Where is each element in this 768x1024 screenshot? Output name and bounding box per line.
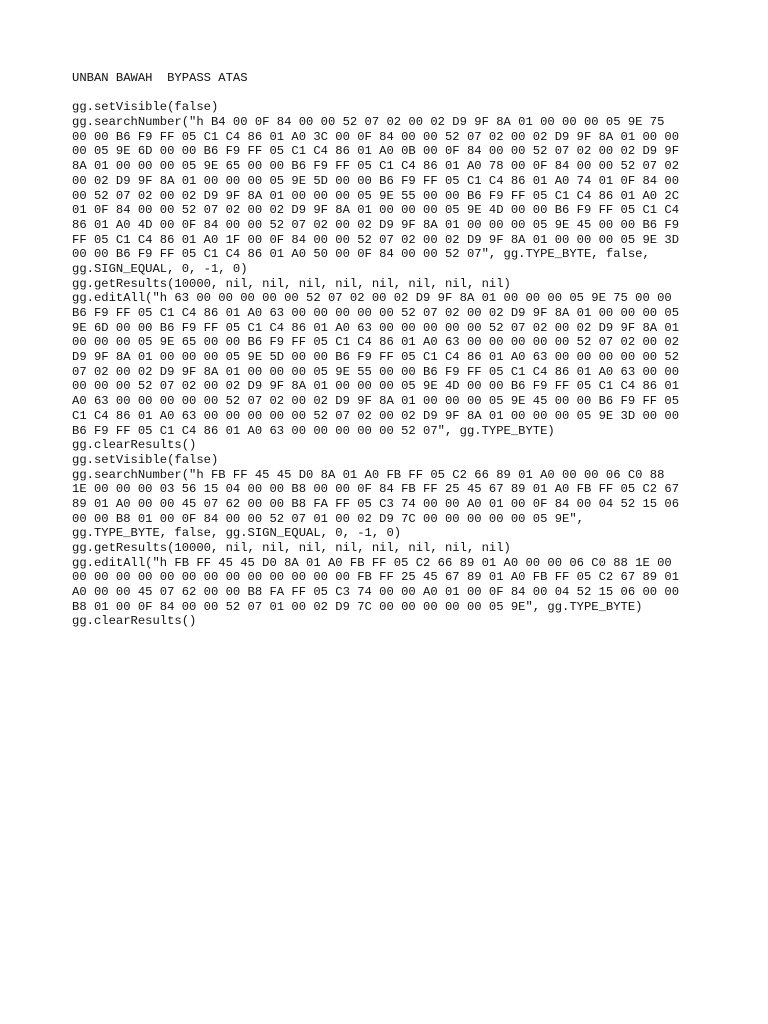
code-line: gg.clearResults() [72, 614, 197, 629]
code-line: D9 9F 8A 01 00 00 00 05 9E 5D 00 00 B6 F9 FF 05 C1 C4 86 01 A0 63 00 00 00 00 00 52 [72, 350, 680, 365]
code-line: 00 00 B6 F9 FF 05 C1 C4 86 01 A0 50 00 0F 84 00 00 52 07", gg.TYPE_BYTE, false, [72, 247, 650, 262]
code-line: gg.searchNumber("h FB FF 45 45 D0 8A 01 A0 FB FF 05 C2 66 89 01 A0 00 00 06 C0 88 [72, 467, 665, 482]
code-line: 00 00 B6 F9 FF 05 C1 C4 86 01 A0 3C 00 0F 84 00 00 52 07 02 00 02 D9 9F 8A 01 00 00 [72, 129, 680, 144]
code-line: B6 F9 FF 05 C1 C4 86 01 A0 63 00 00 00 00 00 52 07 02 00 02 D9 9F 8A 01 00 00 00 05 [72, 306, 680, 320]
code-line: 00 00 00 00 00 00 00 00 00 00 00 00 00 FB FF 25 45 67 89 01 A0 FB FF 05 C2 67 89 01 [72, 570, 680, 585]
code-line: gg.SIGN_EQUAL, 0, -1, 0) [72, 261, 248, 276]
code-line: 86 01 A0 4D 00 0F 84 00 00 52 07 02 00 02 D9 9F 8A 01 00 00 00 05 9E 45 00 00 B6 F9 [72, 217, 680, 232]
code-line: 89 01 A0 00 00 45 07 62 00 00 B8 FA FF 05 C3 74 00 00 A0 01 00 0F 84 00 04 52 15 06 [72, 496, 680, 511]
document-title: UNBAN BAWAH BYPASS ATAS [72, 71, 248, 85]
code-line: B6 F9 FF 05 C1 C4 86 01 A0 63 00 00 00 00 00 52 07", gg.TYPE_BYTE) [72, 423, 555, 438]
code-line: 1E 00 00 00 03 56 15 04 00 00 B8 00 00 0F 84 FB FF 25 45 67 89 01 A0 FB FF 05 C2 67 [72, 482, 680, 497]
code-line: 01 0F 84 00 00 52 07 02 00 02 D9 9F 8A 01 00 00 00 05 9E 4D 00 00 B6 F9 FF 05 C1 C4 [72, 203, 680, 218]
code-line: gg.clearResults() [72, 438, 197, 453]
code-line: FF 05 C1 C4 86 01 A0 1F 00 0F 84 00 00 52 07 02 00 02 D9 9F 8A 01 00 00 00 05 9E 3D [72, 232, 680, 247]
code-line: gg.TYPE_BYTE, false, gg.SIGN_EQUAL, 0, -1, 0) [72, 526, 402, 541]
code-line: gg.setVisible(false) [72, 100, 219, 115]
code-line: gg.getResults(10000, nil, nil, nil, nil, nil, nil, nil, nil) [72, 276, 511, 291]
code-line: 9E 6D 00 00 B6 F9 FF 05 C1 C4 86 01 A0 63 00 00 00 00 00 52 07 02 00 02 D9 9F 8A 01 [72, 320, 680, 335]
code-block [72, 100, 702, 629]
blank-line [72, 86, 702, 101]
code-line: 00 52 07 02 00 02 D9 9F 8A 01 00 00 00 05 9E 55 00 00 B6 F9 FF 05 C1 C4 86 01 A0 2C [72, 188, 680, 203]
code-line: A0 63 00 00 00 00 00 52 07 02 00 02 D9 9F 8A 01 00 00 00 05 9E 45 00 00 B6 F9 FF 05 [72, 394, 680, 409]
code-line: 00 02 D9 9F 8A 01 00 00 00 05 9E 5D 00 00 B6 F9 FF 05 C1 C4 86 01 A0 74 01 0F 84 00 [72, 173, 680, 188]
code-line: 00 05 9E 6D 00 00 B6 F9 FF 05 C1 C4 86 01 A0 0B 00 0F 84 00 00 52 07 02 00 02 D9 9F [72, 144, 680, 159]
code-line: gg.setVisible(false) [72, 452, 219, 467]
code-line: C1 C4 86 01 A0 63 00 00 00 00 00 52 07 02 00 02 D9 9F 8A 01 00 00 00 05 9E 3D 00 00 [72, 408, 680, 423]
code-line: A0 00 00 45 07 62 00 00 B8 FA FF 05 C3 74 00 00 A0 01 00 0F 84 00 04 52 15 06 00 00 [72, 585, 680, 600]
code-line: B8 01 00 0F 84 00 00 52 07 01 00 02 D9 7C 00 00 00 00 00 05 9E", gg.TYPE_BYTE) [72, 599, 643, 614]
code-line: 8A 01 00 00 00 05 9E 65 00 00 B6 F9 FF 05 C1 C4 86 01 A0 78 00 0F 84 00 00 52 07 02 [72, 159, 680, 174]
code-line: gg.editAll("h FB FF 45 45 D0 8A 01 A0 FB FF 05 C2 66 89 01 A0 00 00 06 C0 88 1E 00 [72, 555, 672, 570]
document-page [72, 71, 702, 629]
code-line: 00 00 B8 01 00 0F 84 00 00 52 07 01 00 02 D9 7C 00 00 00 00 00 05 9E", [72, 511, 584, 526]
code-line: gg.searchNumber("h B4 00 0F 84 00 00 52 07 02 00 02 D9 9F 8A 01 00 00 00 05 9E 75 [72, 115, 665, 130]
code-line: 07 02 00 02 D9 9F 8A 01 00 00 00 05 9E 55 00 00 B6 F9 FF 05 C1 C4 86 01 A0 63 00 00 [72, 364, 680, 379]
code-line: 00 00 00 05 9E 65 00 00 B6 F9 FF 05 C1 C4 86 01 A0 63 00 00 00 00 00 52 07 02 00 02 [72, 335, 680, 350]
code-line: gg.editAll("h 63 00 00 00 00 00 52 07 02 00 02 D9 9F 8A 01 00 00 00 05 9E 75 00 00 [72, 291, 672, 306]
code-line: gg.getResults(10000, nil, nil, nil, nil, nil, nil, nil, nil) [72, 541, 511, 555]
code-line: 00 00 00 52 07 02 00 02 D9 9F 8A 01 00 00 00 05 9E 4D 00 00 B6 F9 FF 05 C1 C4 86 01 [72, 379, 680, 394]
